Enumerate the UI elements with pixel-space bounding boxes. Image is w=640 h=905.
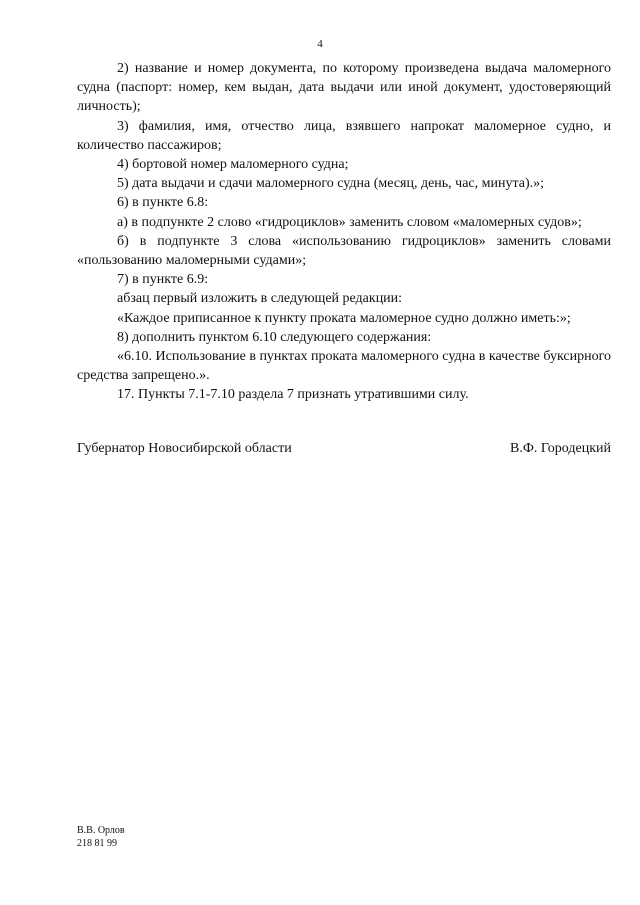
paragraph-item-3: 3) фамилия, имя, отчество лица, взявшего напрокат маломерное судно, и количество пассажиров;	[77, 118, 611, 153]
paragraph-item-5: 5) дата выдачи и сдачи маломерного судна (месяц, день, час, минута).»;	[117, 176, 545, 192]
footer-author: В.В. Орлов	[77, 825, 125, 836]
paragraph-item-6: 6) в пункте 6.8:	[117, 195, 209, 211]
paragraph-item-7: 7) в пункте 6.9:	[117, 272, 209, 288]
signatory-name: В.Ф. Городецкий	[510, 441, 611, 456]
signature-block	[77, 441, 611, 457]
page-number: 4	[317, 38, 323, 50]
paragraph-subitem-a: а) в подпункте 2 слово «гидроциклов» заменить словом «маломерных судов»;	[117, 214, 582, 230]
paragraph-subitem-b: б) в подпункте 3 слова «использованию гидроциклов» заменить словами «пользованию маломерными судами»;	[77, 233, 611, 269]
paragraph-quote-6-10: «6.10. Использование в пунктах проката маломерного судна в качестве буксирного средства запрещено.».	[77, 349, 611, 384]
paragraph-quote-6-9: «Каждое приписанное к пункту проката маломерное судно должно иметь:»;	[117, 310, 571, 326]
paragraph-item-8: 8) дополнить пунктом 6.10 следующего содержания:	[117, 329, 432, 345]
paragraph-item-17: 17. Пункты 7.1-7.10 раздела 7 признать утратившими силу.	[117, 387, 469, 403]
paragraph-abzac: абзац первый изложить в следующей редакции:	[117, 291, 403, 307]
footer-phone: 218 81 99	[77, 838, 117, 849]
document-body	[77, 59, 611, 405]
paragraph-item-4: 4) бортовой номер маломерного судна;	[117, 157, 349, 173]
paragraph-item-2: 2) название и номер документа, по которому произведена выдача маломерного судна (паспорт: номер, кем выдан, дата выдачи или иной документ, удостоверяющий личность);	[77, 61, 611, 115]
footer-contact	[77, 824, 125, 850]
signatory-position: Губернатор Новосибирской области	[77, 441, 292, 456]
